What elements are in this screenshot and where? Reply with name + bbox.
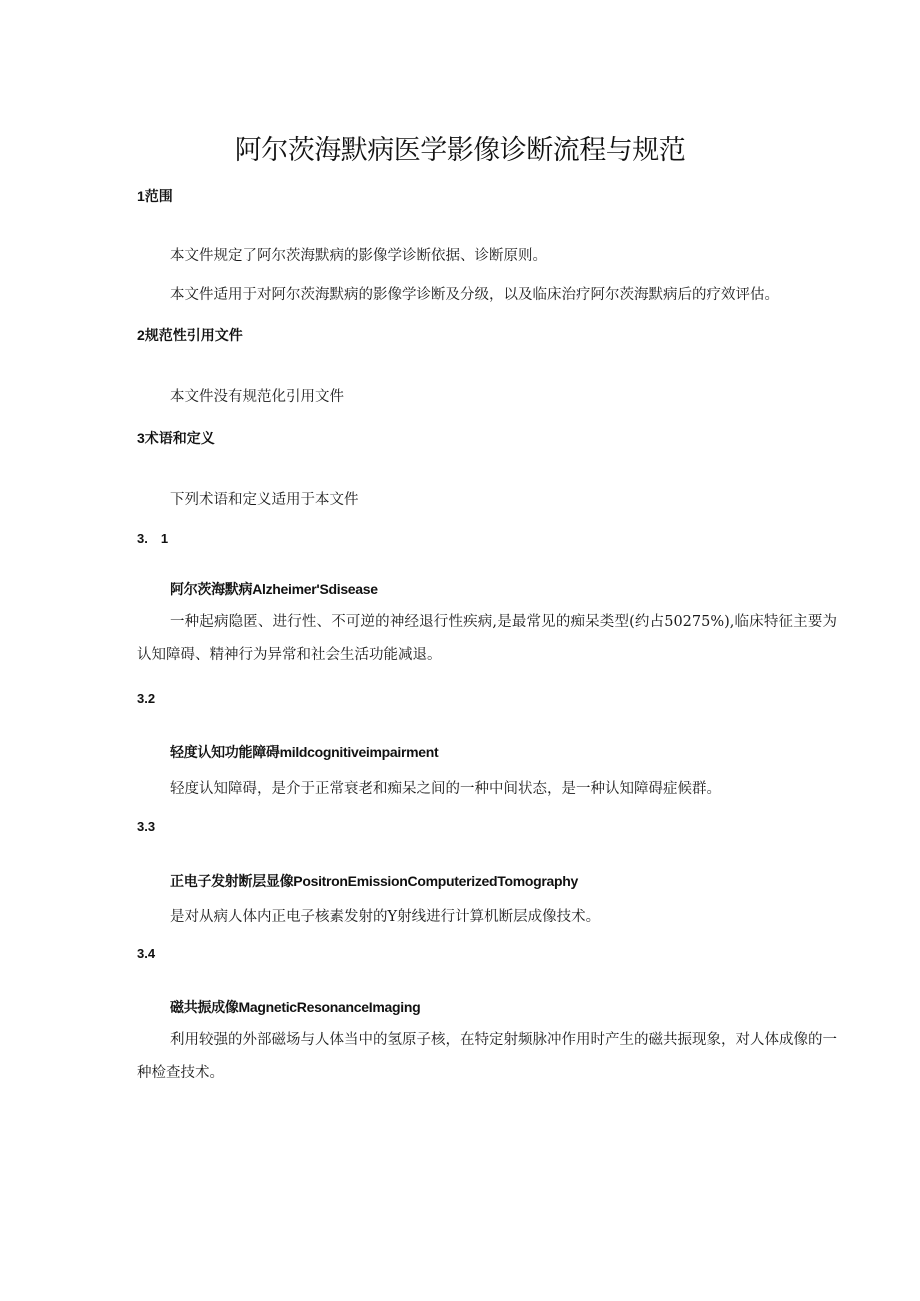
section-3-paragraph-1: 下列术语和定义适用于本文件 (170, 492, 359, 508)
section-1-heading: 1范围 (137, 188, 173, 204)
definition-number: 3.3 (137, 819, 156, 834)
definition-term: 正电子发射断层显像PositronEmissionComputerizedTomography (170, 873, 578, 889)
document-title: 阿尔茨海默病医学影像诊断流程与规范 (234, 135, 686, 166)
definition-number: 3.4 (137, 946, 156, 961)
section-1-paragraph-1: 本文件规定了阿尔茨海默病的影像学诊断依据、诊断原则。 (170, 248, 547, 264)
section-2-paragraph-1: 本文件没有规范化引用文件 (170, 389, 344, 405)
definition-number: 3. 1 (137, 531, 169, 546)
definition-term: 阿尔茨海默病Alzheimer'Sdisease (170, 581, 378, 597)
section-2-heading: 2规范性引用文件 (137, 327, 243, 343)
definition-term: 磁共振成像MagneticResonanceImaging (170, 999, 421, 1015)
definition-text: 是对从病人体内正电子核素发射的Y射线进行计算机断层成像技术。 (170, 909, 601, 925)
section-3-heading: 3术语和定义 (137, 430, 215, 446)
definition-term: 轻度认知功能障碍mildcognitiveimpairment (170, 744, 439, 760)
definition-text: 一种起病隐匿、进行性、不可逆的神经退行性疾病,是最常见的痴呆类型(约占50275%),临床特征主要为认知障碍、精神行为异常和社会生活功能减退。 (137, 614, 837, 663)
definition-number: 3.2 (137, 691, 156, 706)
definition-text: 轻度认知障碍，是介于正常衰老和痴呆之间的一种中间状态，是一种认知障碍症候群。 (170, 781, 721, 797)
definition-text: 利用较强的外部磁场与人体当中的氢原子核，在特定射频脉冲作用时产生的磁共振现象，对人体成像的一种检查技术。 (137, 1032, 837, 1081)
section-1-paragraph-2: 本文件适用于对阿尔茨海默病的影像学诊断及分级，以及临床治疗阿尔茨海默病后的疗效评估。 (170, 287, 779, 303)
